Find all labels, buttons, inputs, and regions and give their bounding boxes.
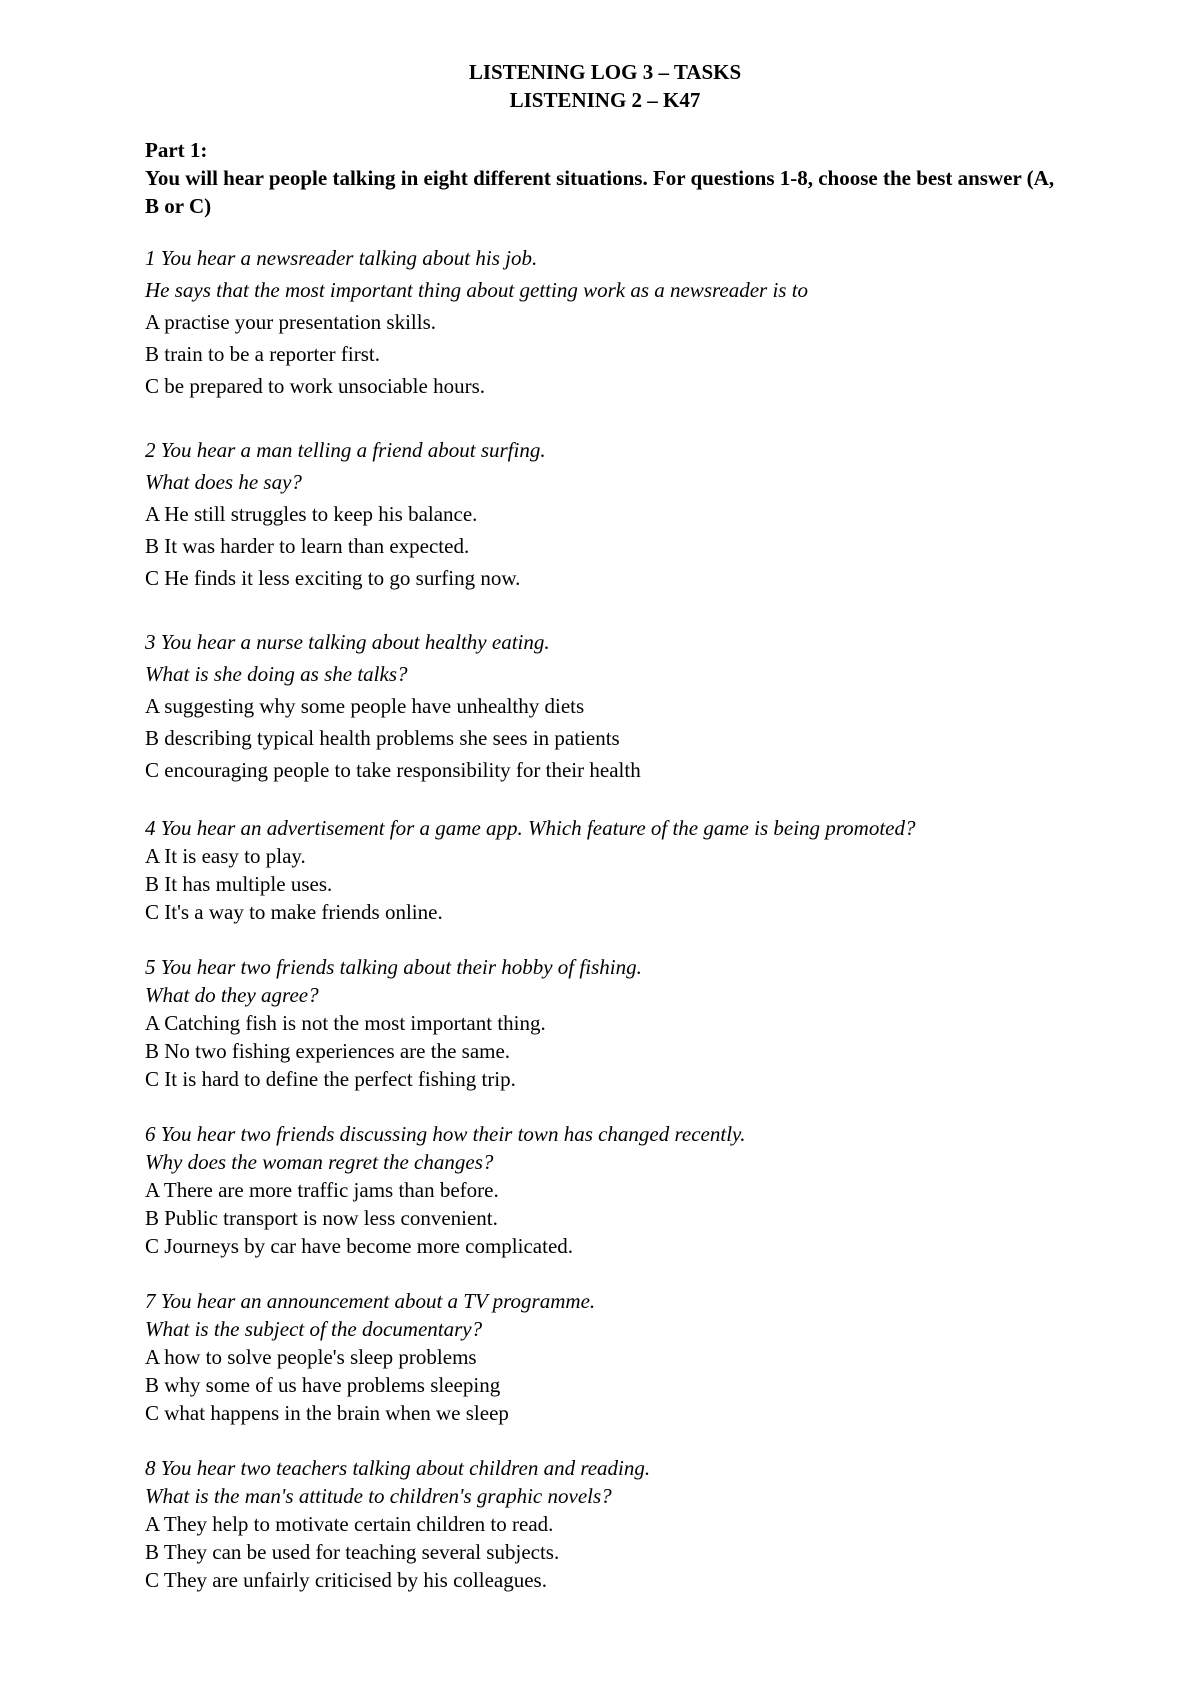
document-title: LISTENING LOG 3 – TASKS xyxy=(468,60,742,84)
question-2 xyxy=(145,434,1100,594)
document-header xyxy=(145,58,1065,114)
option-a: A He still struggles to keep his balance. xyxy=(145,502,478,526)
option-c: C It is hard to define the perfect fishing trip. xyxy=(145,1067,516,1091)
question-stem: 1 You hear a newsreader talking about his job. xyxy=(145,246,538,270)
question-prompt: What is the man's attitude to children's graphic novels? xyxy=(145,1484,612,1508)
option-b: B train to be a reporter first. xyxy=(145,342,380,366)
question-prompt: What do they agree? xyxy=(145,983,319,1007)
document-subtitle: LISTENING 2 – K47 xyxy=(509,88,701,112)
question-7 xyxy=(145,1287,1100,1427)
option-a: A They help to motivate certain children to read. xyxy=(145,1512,554,1536)
option-b: B why some of us have problems sleeping xyxy=(145,1373,501,1397)
option-b: B They can be used for teaching several subjects. xyxy=(145,1540,560,1564)
question-stem: 8 You hear two teachers talking about children and reading. xyxy=(145,1456,651,1480)
option-c: C He finds it less exciting to go surfing now. xyxy=(145,566,521,590)
question-prompt: What does he say? xyxy=(145,470,302,494)
part-instructions: You will hear people talking in eight different situations. For questions 1-8, choose the best answer (A, B or C) xyxy=(145,166,1055,218)
option-a: A how to solve people's sleep problems xyxy=(145,1345,477,1369)
question-stem: 5 You hear two friends talking about their hobby of fishing. xyxy=(145,955,642,979)
question-1 xyxy=(145,242,1100,402)
question-3 xyxy=(145,626,1100,786)
option-b: B No two fishing experiences are the same. xyxy=(145,1039,511,1063)
option-c: C They are unfairly criticised by his colleagues. xyxy=(145,1568,547,1592)
option-b: B It has multiple uses. xyxy=(145,872,333,896)
question-5 xyxy=(145,953,1100,1093)
question-stem: 4 You hear an advertisement for a game app. Which feature of the game is being promoted? xyxy=(145,816,916,840)
question-prompt: He says that the most important thing about getting work as a newsreader is to xyxy=(145,278,809,302)
option-c: C encouraging people to take responsibility for their health xyxy=(145,758,641,782)
option-b: B Public transport is now less convenient. xyxy=(145,1206,498,1230)
option-b: B describing typical health problems she sees in patients xyxy=(145,726,620,750)
option-c: C Journeys by car have become more complicated. xyxy=(145,1234,574,1258)
option-a: A There are more traffic jams than before. xyxy=(145,1178,499,1202)
question-prompt: What is the subject of the documentary? xyxy=(145,1317,483,1341)
question-stem: 6 You hear two friends discussing how their town has changed recently. xyxy=(145,1122,746,1146)
option-b: B It was harder to learn than expected. xyxy=(145,534,470,558)
option-c: C It's a way to make friends online. xyxy=(145,900,443,924)
question-6 xyxy=(145,1120,1100,1260)
option-a: A practise your presentation skills. xyxy=(145,310,437,334)
question-prompt: What is she doing as she talks? xyxy=(145,662,408,686)
question-8 xyxy=(145,1454,1100,1594)
option-c: C what happens in the brain when we sleep xyxy=(145,1401,509,1425)
question-stem: 2 You hear a man telling a friend about surfing. xyxy=(145,438,546,462)
option-a: A suggesting why some people have unhealthy diets xyxy=(145,694,585,718)
option-a: A It is easy to play. xyxy=(145,844,306,868)
question-prompt: Why does the woman regret the changes? xyxy=(145,1150,494,1174)
question-4 xyxy=(145,814,1100,926)
part-title: Part 1: xyxy=(145,138,208,162)
option-c: C be prepared to work unsociable hours. xyxy=(145,374,485,398)
option-a: A Catching fish is not the most important thing. xyxy=(145,1011,546,1035)
question-stem: 7 You hear an announcement about a TV programme. xyxy=(145,1289,596,1313)
question-stem: 3 You hear a nurse talking about healthy eating. xyxy=(145,630,550,654)
